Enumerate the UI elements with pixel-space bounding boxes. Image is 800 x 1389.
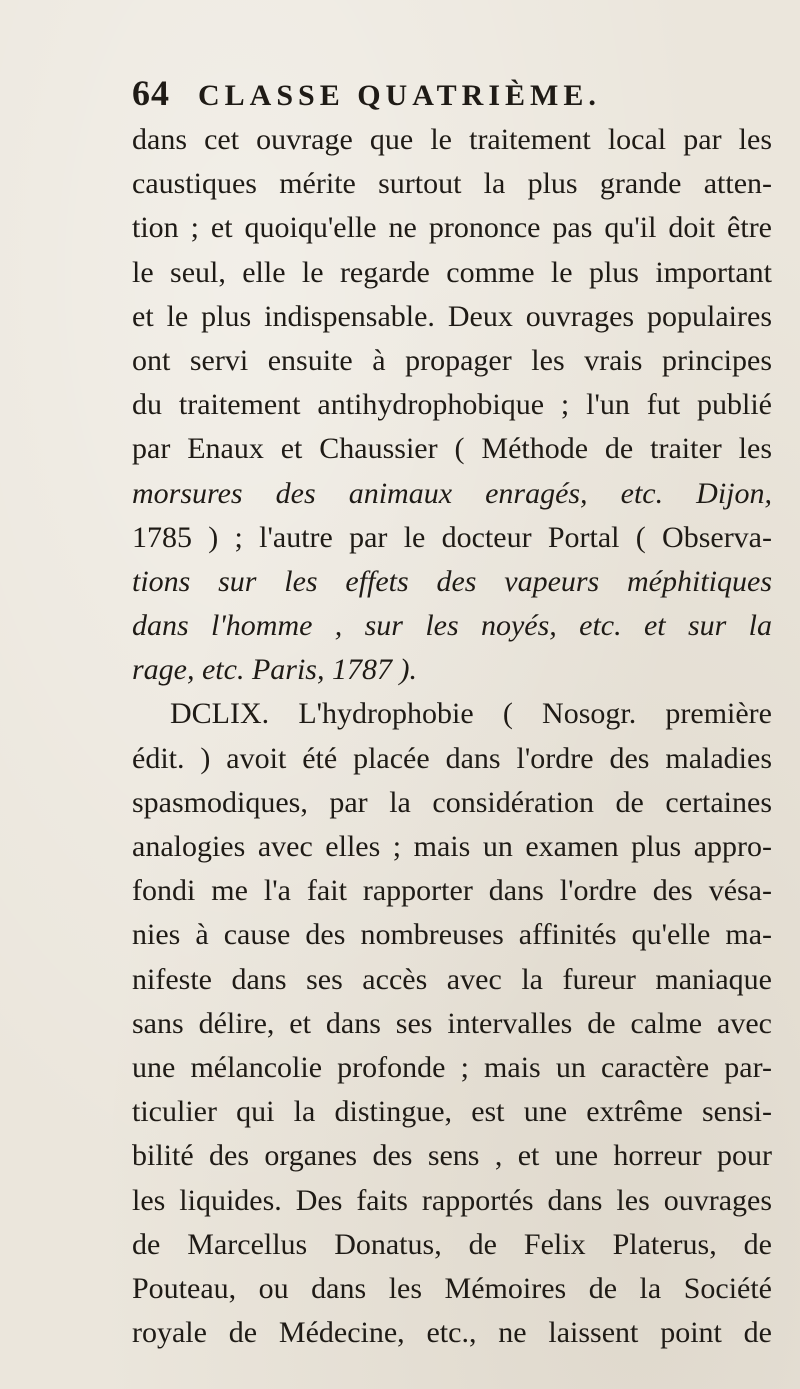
text-line: de Marcellus Donatus, de Felix Platerus, de (132, 1227, 772, 1261)
text-line: une mélancolie profonde ; mais un caractère par- (132, 1050, 772, 1084)
text-line: fondi me l'a fait rapporter dans l'ordre des vésa- (132, 874, 772, 908)
text-line: royale de Médecine, etc., ne laissent point de (132, 1316, 772, 1350)
text-line: tions sur les effets des vapeurs méphitiques (132, 564, 772, 598)
text-line: nifeste dans ses accès avec la fureur maniaque (132, 962, 772, 996)
text-line: morsures des animaux enragés, etc. Dijon, (132, 476, 772, 510)
text-line: spasmodiques, par la considération de certaines (132, 785, 772, 819)
text-line: le seul, elle le regarde comme le plus important (132, 255, 772, 289)
text-line: sans délire, et dans ses intervalles de calme avec (132, 1006, 772, 1040)
text-line: du traitement antihydrophobique ; l'un fut publié (132, 388, 772, 422)
text-line: nies à cause des nombreuses affinités qu'elle ma- (132, 918, 772, 952)
text-line: les liquides. Des faits rapportés dans les ouvrages (132, 1183, 772, 1217)
text-line: caustiques mérite surtout la plus grande atten- (132, 167, 772, 201)
text-line: analogies avec elles ; mais un examen plus appro- (132, 830, 772, 863)
text-line: dans l'homme , sur les noyés, etc. et sur la (132, 609, 772, 643)
paragraph-start-line: DCLIX. L'hydrophobie ( Nosogr. première (170, 697, 772, 731)
text-line: rage, etc. Paris, 1787 ). (132, 653, 417, 687)
text-line: Pouteau, ou dans les Mémoires de la Société (132, 1271, 772, 1305)
page-header (132, 72, 692, 120)
running-head: CLASSE QUATRIÈME. (198, 79, 601, 112)
body-text (132, 118, 772, 1355)
text-line: par Enaux et Chaussier ( Méthode de traiter les (132, 432, 772, 466)
text-line: ticulier qui la distingue, est une extrême sensi- (132, 1095, 772, 1129)
text-line: bilité des organes des sens , et une horreur pour (132, 1139, 772, 1173)
text-line: tion ; et quoiqu'elle ne prononce pas qu'il doit être (132, 211, 772, 245)
text-line: ont servi ensuite à propager les vrais principes (132, 343, 772, 377)
text-line: dans cet ouvrage que le traitement local par les (132, 123, 772, 156)
text-line: 1785 ) ; l'autre par le docteur Portal ( Observa- (132, 520, 772, 554)
text-line: édit. ) avoit été placée dans l'ordre des maladies (132, 741, 772, 775)
page-number: 64 (132, 73, 170, 113)
text-line: et le plus indispensable. Deux ouvrages populaires (132, 299, 772, 333)
